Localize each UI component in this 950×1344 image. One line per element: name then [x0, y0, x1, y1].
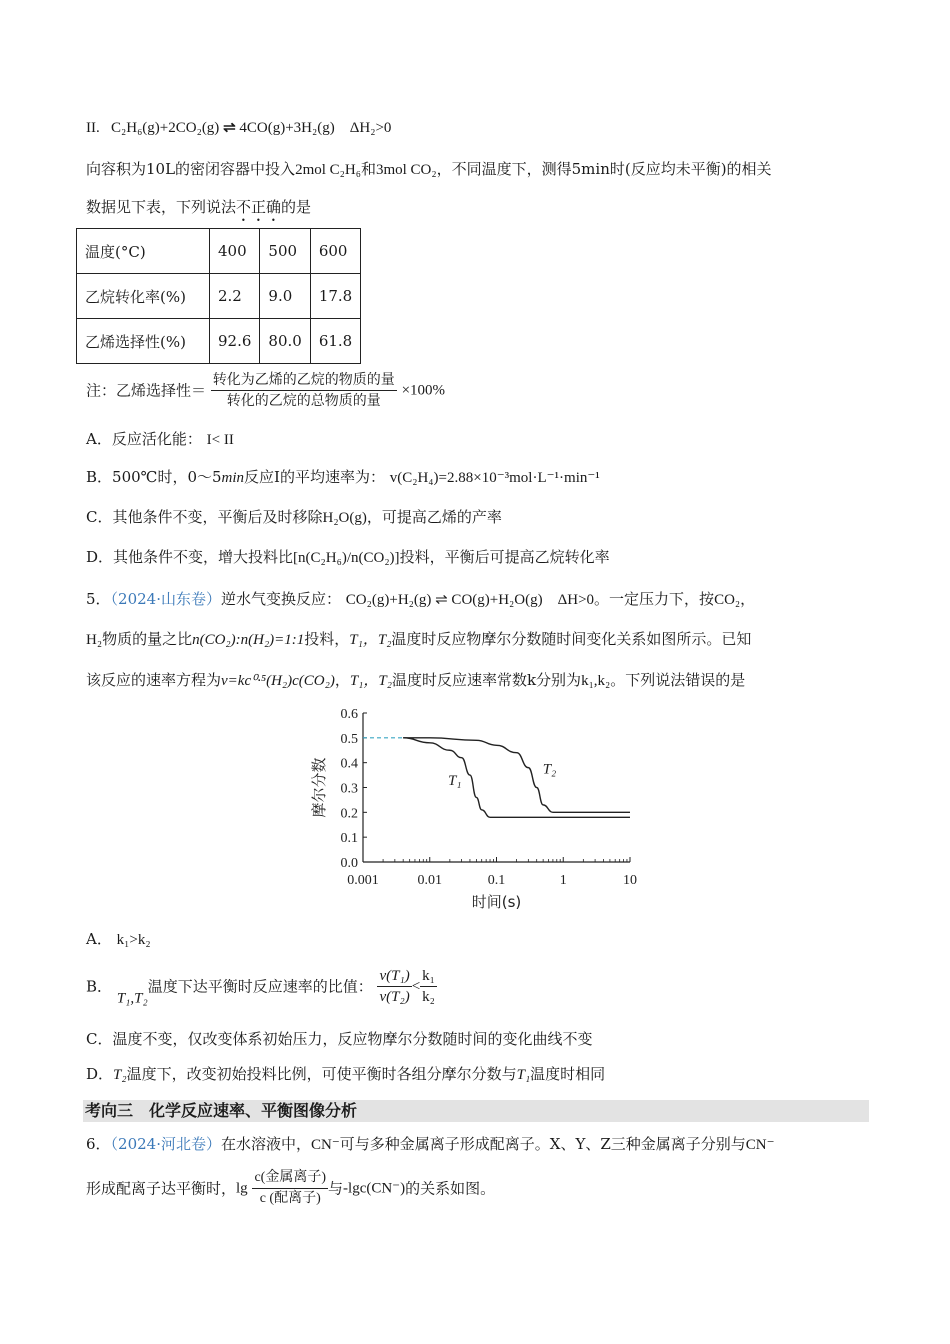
question-text: 形成配离子达平衡时， — [86, 1179, 237, 1198]
option-label: A． — [86, 930, 112, 948]
x-tick-label: 0.001 — [347, 873, 379, 888]
question-text: 该反应的速率方程为 — [86, 671, 222, 689]
q4-option-c — [86, 506, 502, 529]
option-text: ，可提高乙烯的产率 — [366, 508, 502, 526]
option-text: 反应Ⅰ的平均速率为： — [244, 468, 385, 486]
question-text: 投料， — [304, 630, 350, 648]
table-cell: 400 — [210, 229, 260, 274]
option-label: A． — [86, 430, 112, 448]
reaction-enthalpy: ΔH₂>0 — [349, 120, 392, 136]
option-label: D． — [86, 1065, 114, 1083]
selectivity-note — [86, 370, 445, 411]
chart-series — [363, 738, 630, 817]
q4-option-d — [86, 546, 610, 569]
x-tick-label: 0.01 — [417, 873, 442, 888]
table-cell: 61.8 — [310, 319, 360, 364]
q6-line-2 — [86, 1168, 495, 1209]
question-text: 在水溶液中， — [221, 1135, 312, 1153]
formula: T₁ — [516, 1067, 531, 1083]
table-cell: 92.6 — [210, 319, 260, 364]
question-source: （2024·山东卷） — [110, 590, 221, 608]
table-row — [77, 274, 361, 319]
x-tick-label: 1 — [559, 873, 567, 888]
formula: CO₂， — [714, 592, 756, 608]
formula: T₂ — [113, 1067, 127, 1083]
question-text: 可与多种金属离子形成配离子。X、Y、Z三种金属离子分别与 — [339, 1135, 746, 1153]
reaction-rhs: 4CO(g)+3H₂(g) — [239, 120, 335, 136]
option-text: 其他条件不变，平衡后及时移除 — [112, 508, 323, 526]
formula: CN⁻ — [311, 1137, 340, 1153]
emphasis-not-correct: 不正确 — [236, 198, 282, 216]
fraction-denominator: k₂ — [422, 989, 435, 1005]
y-tick-label: 0.0 — [340, 856, 358, 871]
table-row — [77, 319, 361, 364]
reaction-lhs: C₂H₆(g)+2CO₂(g) — [111, 120, 220, 136]
y-tick-label: 0.4 — [340, 756, 358, 772]
option-text: 其他条件不变，增大投料比 — [113, 548, 294, 566]
option-text: 温度时相同 — [530, 1065, 606, 1083]
q5-option-c — [86, 1028, 593, 1050]
formula: T₁，T₂ — [349, 632, 392, 648]
mole-fraction-chart — [300, 700, 660, 915]
intro-line-2 — [86, 196, 311, 225]
table-cell: 乙烯选择性(%) — [77, 319, 210, 364]
formula: k₁,k₂ — [581, 673, 611, 689]
equilibrium-arrow: ⇌ — [223, 120, 236, 136]
table-cell: 9.0 — [260, 274, 310, 319]
concentration-ratio-fraction — [252, 1168, 328, 1209]
fraction-numerator: 转化为乙烯的乙烷的物质的量 — [211, 370, 397, 391]
note-suffix: ×100% — [401, 382, 446, 399]
question-text: 的关系如图。 — [405, 1179, 496, 1198]
table-cell: 2.2 — [210, 274, 260, 319]
option-label: B． — [86, 468, 113, 486]
series-line-2 — [403, 738, 630, 813]
fraction-numerator: v(T₁) — [377, 966, 411, 987]
formula: T₁，T₂ — [349, 673, 392, 689]
reaction-label: II. — [86, 120, 100, 136]
y-tick-label: 0.2 — [340, 806, 358, 822]
c2h6-amount: 2mol C₂H₆ — [295, 162, 361, 178]
co2-amount: 3mol CO₂ — [375, 162, 437, 178]
option-formula: I< II — [206, 432, 234, 448]
less-than: < — [411, 978, 421, 995]
question-text: 温度时反应速率常数k分别为 — [391, 671, 582, 689]
x-tick-label: 0.1 — [487, 873, 506, 888]
table-cell: 温度(°C) — [77, 229, 210, 274]
question-text: 与 — [328, 1179, 344, 1198]
formula: H₂ — [86, 632, 103, 648]
q5-line-3 — [86, 669, 745, 692]
section-heading: 考向三 化学反应速率、平衡图像分析 — [83, 1100, 869, 1122]
question-text: 。一定压力下，按 — [594, 590, 715, 608]
chart-axes — [310, 707, 637, 911]
table-row — [77, 229, 361, 274]
option-text: 温度不变，仅改变体系初始压力，反应物摩尔分数随时间的变化曲线不变 — [112, 1030, 593, 1048]
q5-line-2 — [86, 628, 751, 651]
q4-option-b — [86, 466, 600, 489]
q5-option-a — [86, 928, 151, 951]
table-cell: 17.8 — [310, 274, 360, 319]
reaction-ii-line — [86, 117, 391, 139]
note-prefix: 注：乙烯选择性＝ — [86, 381, 207, 400]
question-text: 温度时反应物摩尔分数随时间变化关系如图所示。已知 — [391, 630, 752, 648]
question-source: （2024·河北卷） — [110, 1135, 221, 1153]
y-tick-label: 0.6 — [340, 707, 358, 722]
fraction-numerator: k₁ — [420, 966, 437, 987]
series-label-2: T₂ — [542, 761, 557, 778]
y-tick-label: 0.5 — [340, 731, 358, 747]
selectivity-fraction — [211, 370, 397, 411]
table-cell: 500 — [260, 229, 310, 274]
question-text: 物质的量之比 — [102, 630, 193, 648]
series-label-1: T₁ — [447, 773, 462, 790]
option-formula: H₂O(g) — [322, 510, 367, 526]
formula: n(CO₂):n(H₂)=1:1 — [192, 632, 305, 648]
k-ratio-fraction — [420, 966, 437, 1007]
reaction-equation: CO₂(g)+H₂(g) ⇌ CO(g)+H₂O(g) ΔH>0 — [345, 592, 595, 608]
y-tick-label: 0.3 — [340, 781, 358, 797]
table-cell: 乙烷转化率(%) — [77, 274, 210, 319]
option-label: C． — [86, 1030, 113, 1048]
q5-option-d — [86, 1063, 605, 1086]
rate-equation: v=kc⁰·⁵(H₂)c(CO₂) — [221, 673, 335, 689]
formula: CN⁻ — [745, 1137, 775, 1153]
y-axis-label: 摩尔分数 — [310, 757, 328, 818]
option-text: 500℃时，0～5 — [112, 468, 222, 486]
x-axis-label: 时间(s) — [471, 893, 522, 911]
option-formula: v(C₂H₄)=2.88×10⁻³mol·L⁻¹·min⁻¹ — [389, 470, 600, 486]
series-line-1 — [403, 738, 630, 817]
intro-text: 和 — [360, 160, 376, 178]
q5-line-1 — [86, 588, 755, 611]
option-text: 温度下，改变初始投料比例，可使平衡时各组分摩尔分数与 — [126, 1065, 517, 1083]
option-text: 投料，平衡后可提高乙烷转化率 — [399, 548, 610, 566]
question-text: 逆水气变换反应： — [221, 590, 342, 608]
intro-text: 向容积为10L的密闭容器中投入 — [86, 160, 296, 178]
y-tick-label: 0.1 — [340, 831, 358, 847]
q4-option-a — [86, 428, 234, 451]
fraction-denominator: c (配离子) — [259, 1191, 321, 1206]
question-number: 6． — [86, 1135, 111, 1153]
fraction-denominator: v(T₂) — [379, 989, 410, 1005]
option-label: C． — [86, 508, 113, 526]
option-label: B． — [86, 977, 113, 996]
option-formula: k₁>k₂ — [116, 932, 151, 948]
table-cell: 80.0 — [260, 319, 310, 364]
intro-line-1 — [86, 158, 772, 181]
data-table — [76, 228, 361, 364]
question-text: ， — [334, 671, 350, 689]
fraction-denominator: 转化的乙烷的总物质的量 — [226, 393, 381, 409]
rate-ratio-fraction — [377, 966, 411, 1007]
formula: -lgc(CN⁻) — [343, 1180, 406, 1197]
fraction-numerator: c(金属离子) — [252, 1168, 328, 1189]
intro-text: 数据见下表，下列说法 — [86, 198, 237, 216]
option-formula: [n(C₂H₆)/n(CO₂)] — [293, 550, 400, 566]
option-text: min — [221, 470, 245, 486]
intro-text: ，不同温度下，测得5min时(反应均未平衡)的相关 — [436, 160, 772, 178]
option-text: 反应活化能： — [111, 430, 202, 448]
option-text: 温度下达平衡时反应速率的比值： — [147, 977, 373, 996]
question-number: 5． — [86, 590, 111, 608]
q5-option-b — [86, 966, 437, 1010]
q6-line-1 — [86, 1133, 775, 1156]
formula: T₁,T₂ — [116, 990, 148, 1007]
question-text: 。下列说法错误的是 — [610, 671, 746, 689]
intro-text: 的是 — [281, 198, 312, 216]
table-cell: 600 — [310, 229, 360, 274]
formula: lg — [236, 1180, 248, 1197]
option-label: D． — [86, 548, 114, 566]
x-tick-label: 10 — [623, 873, 637, 888]
